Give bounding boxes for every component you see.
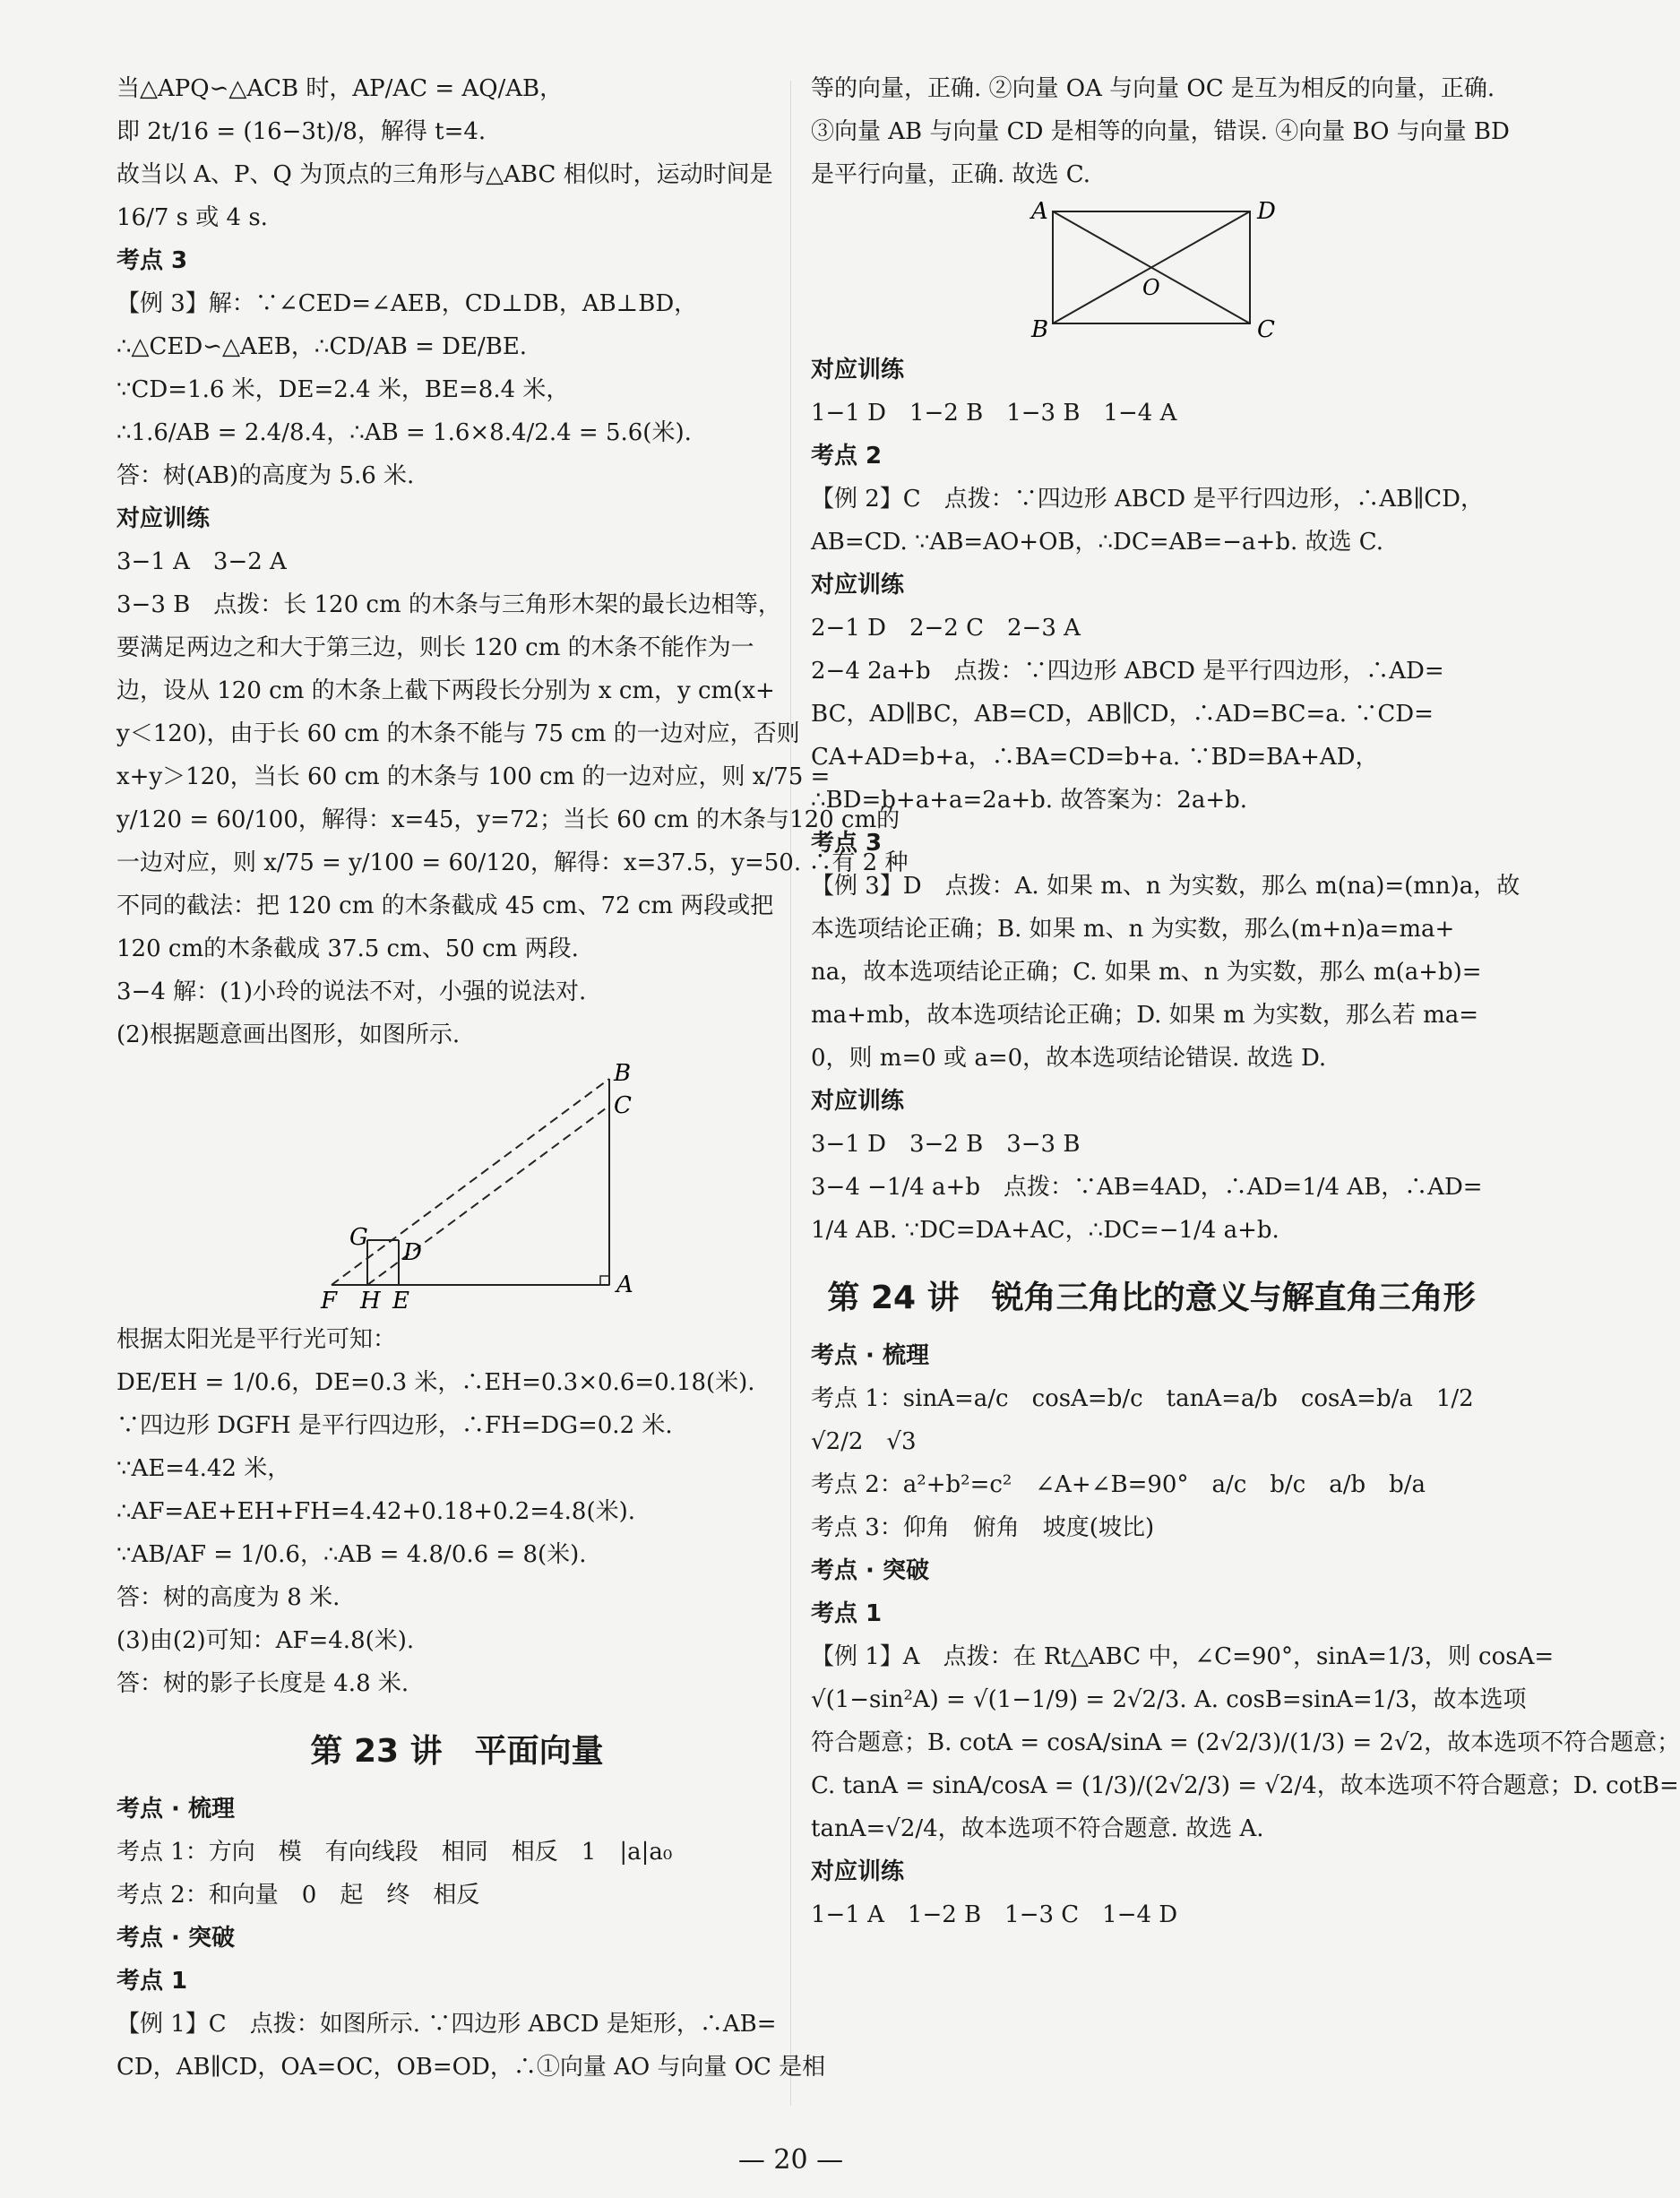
fig-label: D [1257,198,1276,225]
text-line: 不同的截法：把 120 cm 的木条截成 45 cm、72 cm 两段或把 [116,892,774,919]
shadow-figure [314,1061,690,1312]
text-line: 0，则 m=0 或 a=0，故本选项结论错误. 故选 D. [811,1045,1327,1072]
text-line: 考点 1：sinA=a/c cosA=b/c tanA=a/b cosA=b/a 1/2 [811,1385,1474,1412]
text-line: y/120 = 60/100，解得：x=45，y=72；当长 60 cm 的木条与120 cm的 [116,806,900,833]
text-line: 考点 1 [811,1600,883,1627]
text-line: 本选项结论正确；B. 如果 m、n 为实数，那么(m+n)a=ma+ [811,916,1455,943]
fig-label: O [1142,275,1160,300]
text-line: ∴AF=AE+EH+FH=4.42+0.18+0.2=4.8(米). [116,1498,636,1525]
text-line: 【例 2】C 点拨：∵四边形 ABCD 是平行四边形，∴AB∥CD， [811,486,1484,513]
right-block-2 [811,353,1521,1247]
text-line: 对应训练 [811,357,905,384]
fig-label: D [403,1239,422,1266]
text-line: 即 2t/16 = (16−3t)/8，解得 t=4. [116,118,487,145]
text-line: CD，AB∥CD，OA=OC，OB=OD，∴①向量 AO 与向量 OC 是相 [116,2054,826,2081]
text-line: 3−1 D 3−2 B 3−3 B [811,1131,1081,1158]
text-line: C. tanA = sinA/cosA = (1/3)/(2√2/3) = √2/4，故本选项不符合题意；D. cotB= [811,1772,1679,1799]
text-line: 考点 3 [116,247,188,274]
right-block-3 [811,1339,1680,1932]
text-line: 根据太阳光是平行光可知： [116,1326,397,1353]
right-column [811,72,1680,1941]
text-line: 考点 3 [811,830,883,857]
text-line: 对应训练 [811,1858,905,1885]
text-line: 对应训练 [811,572,905,599]
text-line: 边，设从 120 cm 的木条上截下两段长分别为 x cm，y cm(x+ [116,677,775,704]
fig-label: B [614,1060,632,1087]
text-line: 120 cm的木条截成 37.5 cm、50 cm 两段. [116,935,579,962]
text-line: ∴△CED∽△AEB，∴CD/AB = DE/BE. [116,333,528,360]
left-block-3 [116,1792,826,2084]
fig-label: A [616,1271,633,1298]
text-line: 故当以 A、P、Q 为顶点的三角形与△ABC 相似时，运动时间是 [116,161,773,188]
text-line: ∵CD=1.6 米，DE=2.4 米，BE=8.4 米， [116,376,570,403]
text-line: 等的向量，正确. ②向量 OA 与向量 OC 是互为相反的向量，正确. [811,75,1495,102]
fig-label: C [1257,316,1275,343]
text-line: x+y＞120，当长 60 cm 的木条与 100 cm 的一边对应，则 x/75 = [116,763,831,790]
text-line: √(1−sin²A) = √(1−1/9) = 2√2/3. A. cosB=sinA=1/3，故本选项 [811,1686,1527,1713]
page-number: — 20 — [737,2144,844,2176]
text-line: 要满足两边之和大于第三边，则长 120 cm 的木条不能作为一 [116,634,754,661]
text-line: 考点 3：仰角 俯角 坡度(坡比) [811,1514,1155,1541]
text-line: 1−1 A 1−2 B 1−3 C 1−4 D [811,1901,1178,1928]
text-line: 答：树的影子长度是 4.8 米. [116,1670,409,1697]
text-line: 3−3 B 点拨：长 120 cm 的木条与三角形木架的最长边相等， [116,591,781,618]
text-line: 考点 · 梳理 [116,1796,235,1823]
text-line: 一边对应，则 x/75 = y/100 = 60/120，解得：x=37.5，y=50. ∴有 2 种 [116,849,909,876]
text-line: 考点 1：方向 模 有向线段 相同 相反 1 |a|a₀ [116,1839,673,1866]
fig-label: C [614,1092,632,1119]
text-line: 考点 2：a²+b²=c² ∠A+∠B=90° a/c b/c a/b b/a [811,1471,1426,1498]
fig-label: H [360,1288,381,1314]
text-line: y＜120)，由于长 60 cm 的木条不能与 75 cm 的一边对应，否则 [116,720,800,747]
text-line: ∵AE=4.42 米， [116,1455,291,1482]
text-line: AB=CD. ∵AB=AO+OB，∴DC=AB=−a+b. 故选 C. [811,529,1383,556]
text-line: 1−1 D 1−2 B 1−3 B 1−4 A [811,400,1177,427]
text-line: ma+mb，故本选项结论正确；D. 如果 m 为实数，那么若 ma= [811,1002,1479,1029]
text-line: 当△APQ∽△ACB 时，AP/AC = AQ/AB， [116,75,564,102]
text-line: 答：树(AB)的高度为 5.6 米. [116,462,415,489]
text-line: (3)由(2)可知：AF=4.8(米). [116,1627,415,1654]
text-line: 考点 · 梳理 [811,1342,929,1369]
text-line: 对应训练 [811,1088,905,1115]
text-line: BC，AD∥BC，AB=CD，AB∥CD，∴AD=BC=a. ∵CD= [811,701,1434,728]
right-block-1 [811,72,1510,192]
fig-label: A [1031,198,1048,225]
text-line: 1/4 AB. ∵DC=DA+AC，∴DC=−1/4 a+b. [811,1217,1279,1244]
text-line: 3−1 A 3−2 A [116,548,287,575]
text-line: 16/7 s 或 4 s. [116,204,268,231]
text-line: CA+AD=b+a，∴BA=CD=b+a. ∵BD=BA+AD， [811,744,1379,771]
text-line: ∴1.6/AB = 2.4/8.4，∴AB = 1.6×8.4/2.4 = 5.6(米). [116,419,692,446]
rectangle-figure [1026,198,1313,344]
fig-label: E [392,1288,409,1314]
text-line: ∴BD=b+a+a=2a+b. 故答案为：2a+b. [811,787,1248,814]
text-line: 考点 2：和向量 0 起 终 相反 [116,1882,480,1909]
left-block-2 [116,1323,797,1701]
text-line: 对应训练 [116,505,211,532]
section-title-24: 第 24 讲 锐角三角比的意义与解直角三角形 [827,1280,1476,1316]
text-line: ∵AB/AF = 1/0.6，∴AB = 4.8/0.6 = 8(米). [116,1541,587,1568]
text-line: 考点 1 [116,1968,188,1995]
text-line: 符合题意；B. cotA = cosA/sinA = (2√2/3)/(1/3) = 2√2，故本选项不符合题意； [811,1729,1680,1756]
text-line: 是平行向量，正确. 故选 C. [811,161,1091,188]
text-line: 【例 1】A 点拨：在 Rt△ABC 中，∠C=90°，sinA=1/3，则 cosA= [811,1643,1555,1670]
fig-label: B [1031,316,1049,343]
text-line: ③向量 AB 与向量 CD 是相等的向量，错误. ④向量 BO 与向量 BD [811,118,1510,145]
text-line: 2−4 2a+b 点拨：∵四边形 ABCD 是平行四边形，∴AD= [811,658,1444,685]
text-line: 【例 3】解：∵∠CED=∠AEB，CD⊥DB，AB⊥BD， [116,290,698,317]
text-line: 考点 2 [811,443,883,470]
text-line: (2)根据题意画出图形，如图所示. [116,1021,461,1048]
section-title-23: 第 23 讲 平面向量 [310,1733,604,1770]
fig-label: F [321,1288,338,1314]
text-line: 3−4 −1/4 a+b 点拨：∵AB=4AD，∴AD=1/4 AB，∴AD= [811,1174,1483,1201]
text-line: 【例 3】D 点拨：A. 如果 m、n 为实数，那么 m(na)=(mn)a，故 [811,873,1521,900]
text-line: tanA=√2/4，故本选项不符合题意. 故选 A. [811,1815,1264,1842]
text-line: na，故本选项结论正确；C. 如果 m、n 为实数，那么 m(a+b)= [811,959,1482,986]
text-line: ∵四边形 DGFH 是平行四边形，∴FH=DG=0.2 米. [116,1412,673,1439]
text-line: 3−4 解：(1)小玲的说法不对，小强的说法对. [116,978,587,1005]
text-line: 考点 · 突破 [116,1925,235,1952]
text-line: 考点 · 突破 [811,1557,929,1584]
text-line: DE/EH = 1/0.6，DE=0.3 米，∴EH=0.3×0.6=0.18(米). [116,1369,755,1396]
text-line: √2/2 √3 [811,1428,917,1455]
text-line: 【例 1】C 点拨：如图所示. ∵四边形 ABCD 是矩形，∴AB= [116,2011,777,2038]
text-line: 答：树的高度为 8 米. [116,1584,340,1611]
fig-label: G [349,1224,368,1251]
text-line: 2−1 D 2−2 C 2−3 A [811,615,1081,642]
